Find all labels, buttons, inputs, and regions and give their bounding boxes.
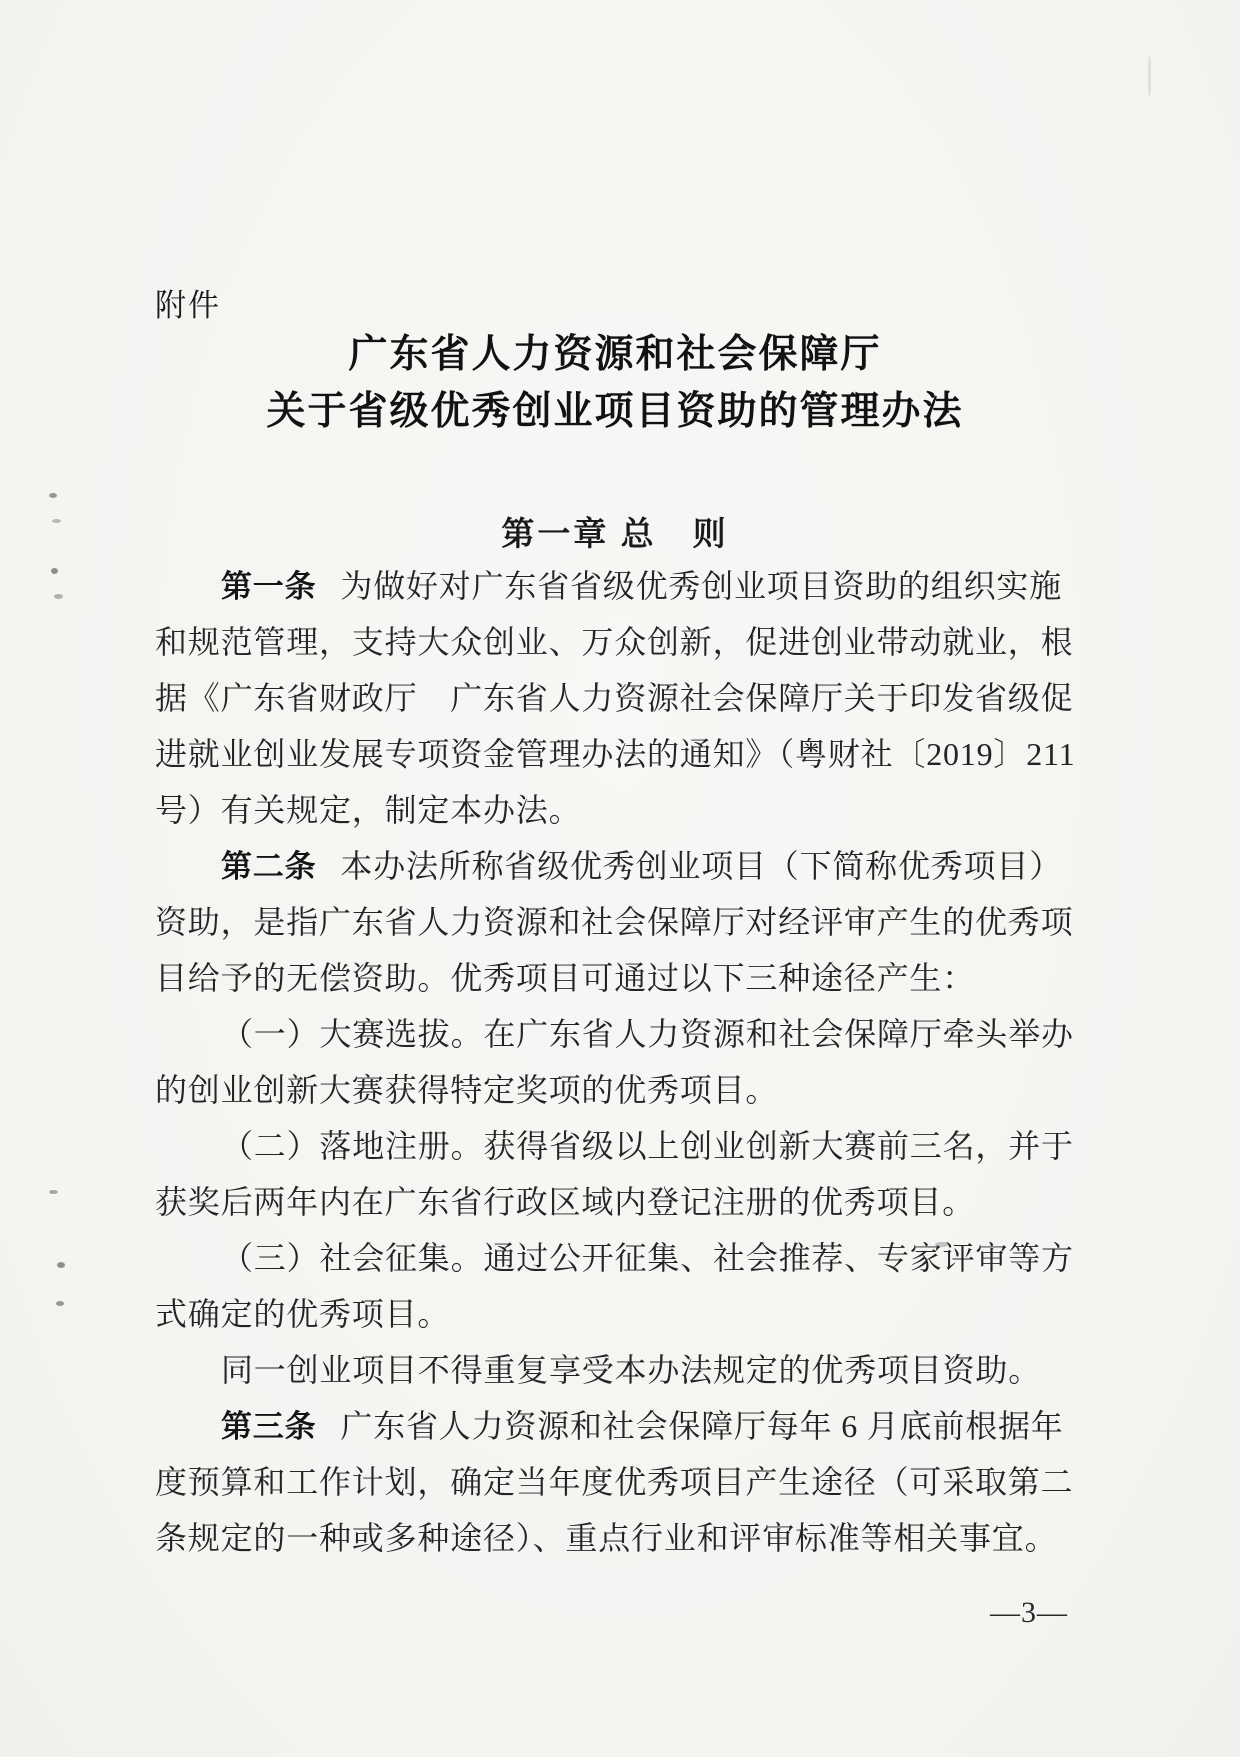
- attachment-label: 附件: [155, 288, 221, 323]
- line-text: 的创业创新大赛获得特定奖项的优秀项目。: [155, 1072, 779, 1108]
- body-line: [155, 1342, 1080, 1398]
- scan-artifact: [54, 594, 63, 599]
- scan-artifact: [1148, 55, 1151, 97]
- document-title: [155, 326, 1075, 440]
- body-line: [155, 614, 1080, 670]
- body-line: [155, 1510, 1080, 1566]
- body-line: [155, 726, 1080, 782]
- line-text: 广东省人力资源和社会保障厅每年 6 月底前根据年: [340, 1408, 1064, 1444]
- body-line: [155, 1454, 1080, 1510]
- title-line-1: 广东省人力资源和社会保障厅: [348, 333, 882, 376]
- scan-artifact: [49, 493, 57, 498]
- body-line: [155, 670, 1080, 726]
- body-line: [155, 1286, 1080, 1342]
- body-line: [155, 1006, 1080, 1062]
- document-body: [155, 558, 1080, 1566]
- article-number: 第一条: [221, 569, 317, 604]
- line-text: （二）落地注册。获得省级以上创业创新大赛前三名，并于: [221, 1128, 1074, 1164]
- title-line-2: 关于省级优秀创业项目资助的管理办法: [266, 390, 964, 433]
- scan-artifact: [52, 519, 61, 523]
- scan-artifact: [57, 1262, 65, 1268]
- line-text: 目给予的无偿资助。优秀项目可通过以下三种途径产生：: [155, 960, 976, 996]
- line-text: （三）社会征集。通过公开征集、社会推荐、专家评审等方: [221, 1240, 1074, 1276]
- body-line: [155, 1230, 1080, 1286]
- chapter-heading: 第一章 总 则: [501, 517, 729, 553]
- line-text: 资助，是指广东省人力资源和社会保障厅对经评审产生的优秀项: [155, 904, 1074, 940]
- article-number: 第二条: [221, 849, 317, 884]
- scan-artifact: [51, 568, 58, 574]
- body-line: [155, 1062, 1080, 1118]
- line-text: 条规定的一种或多种途径）、重点行业和评审标准等相关事宜。: [155, 1520, 1058, 1556]
- body-line: [155, 558, 1080, 614]
- line-text: 据《广东省财政厅 广东省人力资源社会保障厅关于印发省级促: [155, 680, 1074, 716]
- body-line: [155, 894, 1080, 950]
- scan-artifact: [49, 1190, 58, 1194]
- line-text: 同一创业项目不得重复享受本办法规定的优秀项目资助。: [221, 1352, 1042, 1388]
- line-text: 本办法所称省级优秀创业项目（下简称优秀项目）: [340, 848, 1063, 884]
- article-number: 第三条: [221, 1409, 317, 1444]
- line-text: 为做好对广东省省级优秀创业项目资助的组织实施: [340, 568, 1063, 604]
- page-number: —3—: [990, 1596, 1068, 1629]
- line-text: （一）大赛选拔。在广东省人力资源和社会保障厅牵头举办: [221, 1016, 1074, 1052]
- line-text: 获奖后两年内在广东省行政区域内登记注册的优秀项目。: [155, 1184, 976, 1220]
- body-line: [155, 1398, 1080, 1454]
- body-line: [155, 782, 1080, 838]
- body-line: [155, 1174, 1080, 1230]
- scan-artifact: [56, 1301, 64, 1306]
- line-text: 和规范管理，支持大众创业、万众创新，促进创业带动就业，根: [155, 624, 1074, 660]
- scan-artifact: [935, 1242, 949, 1247]
- body-line: [155, 838, 1080, 894]
- line-text: 度预算和工作计划，确定当年度优秀项目产生途径（可采取第二: [155, 1464, 1074, 1500]
- line-text: 式确定的优秀项目。: [155, 1296, 451, 1332]
- body-line: [155, 1118, 1080, 1174]
- body-line: [155, 950, 1080, 1006]
- line-text: 进就业创业发展专项资金管理办法的通知》（粤财社〔2019〕211: [155, 736, 1076, 772]
- line-text: 号）有关规定，制定本办法。: [155, 792, 582, 828]
